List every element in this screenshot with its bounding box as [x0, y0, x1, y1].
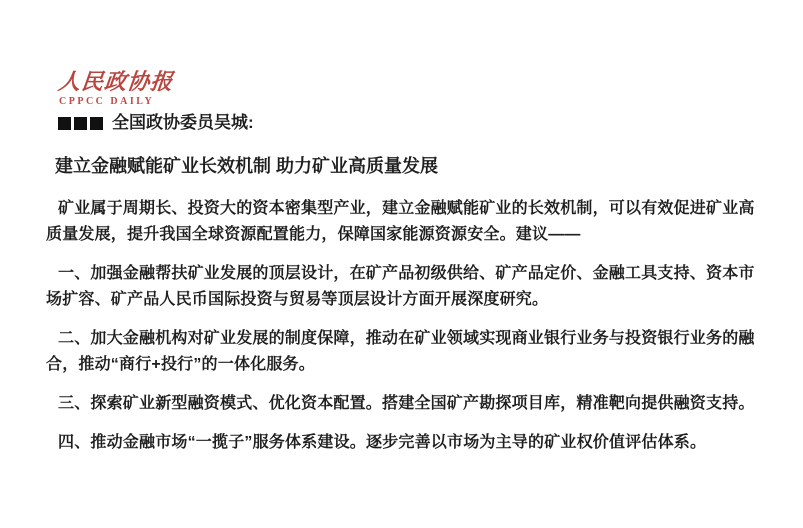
black-square-icon — [74, 117, 87, 130]
newspaper-logo-subtitle: CPPCC DAILY — [59, 96, 155, 107]
article-paragraph: 四、推动金融市场“一揽子”服务体系建设。逐步完善以市场为主导的矿业权价值评估体系。 — [58, 434, 707, 451]
article-paragraph: 矿业属于周期长、投资大的资本密集型产业，建立金融赋能矿业的长效机制，可以有效促进矿业高质量发展，提升我国全球资源配置能力，保障国家能源资源安全。建议—— — [46, 200, 755, 243]
black-square-icon — [90, 117, 103, 130]
article-paragraph: 一、加强金融帮扶矿业发展的顶层设计，在矿产品初级供给、矿产品定价、金融工具支持、资本市场扩容、矿产品人民币国际投资与贸易等顶层设计方面开展深度研究。 — [46, 265, 755, 308]
black-square-icon — [58, 117, 71, 130]
newspaper-logo: 人民政协报 — [56, 69, 175, 95]
article-title: 建立金融赋能矿业长效机制 助力矿业高质量发展 — [55, 156, 438, 176]
masthead — [56, 69, 175, 107]
article-content — [46, 112, 758, 456]
article-body — [46, 196, 758, 456]
black-squares-marker-icon — [58, 117, 103, 130]
article-paragraph: 二、加大金融机构对矿业发展的制度保障，推动在矿业领域实现商业银行业务与投资银行业务的融合，推动“商行+投行”的一体化服务。 — [46, 330, 755, 373]
article-paragraph: 三、探索矿业新型融资模式、优化资本配置。搭建全国矿产勘探项目库，精准靶向提供融资支持。 — [58, 395, 755, 412]
article-kicker — [58, 112, 758, 134]
kicker-text: 全国政协委员吴城: — [112, 113, 254, 132]
